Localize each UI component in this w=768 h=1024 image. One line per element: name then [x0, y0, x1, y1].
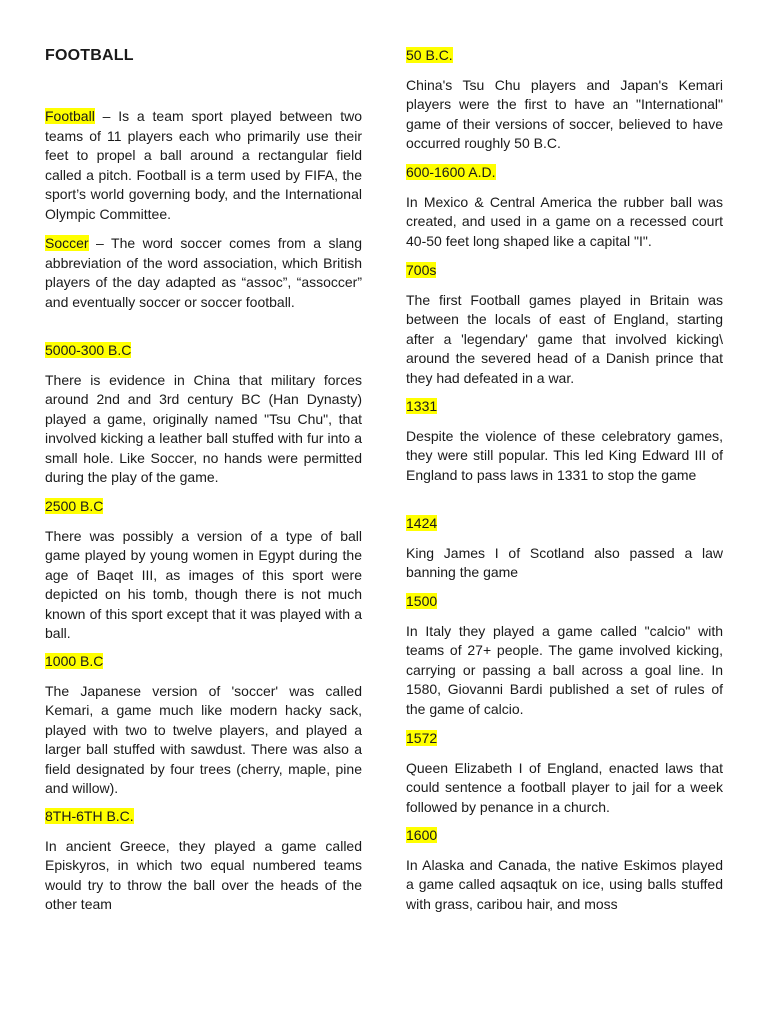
- entry-heading: 700s: [406, 262, 437, 278]
- entry-text: China's Tsu Chu players and Japan's Kemari players were the first to have an "International" game of their versions of soccer, believed to have occurred roughly 50 B.C.: [406, 76, 723, 151]
- definition-soccer: [45, 234, 362, 312]
- entry-heading: 5000-300 B.C: [45, 342, 132, 358]
- entry-text: In ancient Greece, they played a game called Episkyros, in which two equal numbered teams would try to throw the ball over the heads of the other team: [45, 837, 362, 912]
- timeline-entry: [45, 807, 362, 915]
- timeline-entry: [45, 497, 362, 644]
- timeline-entry: [45, 652, 362, 799]
- entry-text: In Mexico & Central America the rubber ball was created, and used in a game on a recessed court 40-50 feet long shaped like a capital "I".: [406, 193, 723, 249]
- term-highlight: Soccer: [45, 235, 89, 251]
- entry-text: The Japanese version of 'soccer' was called Kemari, a game much like modern hacky sack, played with two to twelve players, and played a larger ball stuffed with sawdust. There was also a field designated by four trees (cherry, maple, pine and willow).: [45, 682, 362, 796]
- entry-text: King James I of Scotland also passed a law banning the game: [406, 544, 723, 580]
- entry-text: Queen Elizabeth I of England, enacted laws that could sentence a football player to jail for a week followed by penance in a church.: [406, 759, 723, 815]
- timeline-entry: [406, 397, 723, 485]
- entry-text: The first Football games played in Britain was between the locals of east of England, starting after a 'legendary' game that involved kicking\ around the severed head of a Danish prince that they had defeated in a war.: [406, 291, 723, 386]
- entry-heading: 1424: [406, 515, 438, 531]
- entry-heading: 1572: [406, 730, 438, 746]
- page-title: FOOTBALL: [45, 47, 134, 64]
- definition-text: – Is a team sport played between two teams of 11 players each who primarily use their feet to propel a ball around a rectangular field called a pitch. Football is a term used by FIFA, the sport’s world governing body, and the International Olympic Committee.: [45, 108, 362, 222]
- entry-heading: 1600: [406, 827, 438, 843]
- entry-text: In Italy they played a game called "calcio" with teams of 27+ people. The game involved kicking, carrying or passing a ball across a goal line. In 1580, Giovanni Bardi published a set of rules of the game of calcio.: [406, 622, 723, 717]
- entry-heading: 1000 B.C: [45, 653, 104, 669]
- entry-text: In Alaska and Canada, the native Eskimos played a game called aqsaqtuk on ice, using balls stuffed with grass, caribou hair, and moss: [406, 856, 723, 912]
- entry-heading: 1331: [406, 398, 438, 414]
- entry-heading: 8TH-6TH B.C.: [45, 808, 134, 824]
- entry-heading: 1500: [406, 593, 438, 609]
- timeline-entry: [406, 729, 723, 817]
- entry-text: There is evidence in China that military forces around 2nd and 3rd century BC (Han Dynasty) played a game, originally named "Tsu Chu", that involved kicking a leather ball stuffed with fur into a small hole. Like Soccer, no hands were permitted during the play of the game.: [45, 371, 362, 485]
- entry-heading: 2500 B.C: [45, 498, 104, 514]
- entry-text: There was possibly a version of a type of ball game played by young women in Egypt during the age of Baqet III, as images of this sport were depicted on his tomb, though there is not much known of this sport except that it was played with a ball.: [45, 527, 362, 641]
- timeline-entry: [406, 163, 723, 251]
- timeline-entry: [406, 46, 723, 154]
- term-highlight: Football: [45, 108, 95, 124]
- entry-text: Despite the violence of these celebratory games, they were still popular. This led King Edward III of England to pass laws in 1331 to stop the game: [406, 427, 723, 483]
- timeline-entry: [406, 514, 723, 583]
- definition-football: [45, 107, 362, 224]
- entry-heading: 50 B.C.: [406, 47, 453, 63]
- timeline-entry: [45, 341, 362, 488]
- definition-text: – The word soccer comes from a slang abbreviation of the word association, which British players of the day adapted as “assoc”, “assoccer” and eventually soccer or soccer football.: [45, 235, 362, 310]
- timeline-entry: [406, 261, 723, 388]
- timeline-entry: [406, 826, 723, 914]
- timeline-entry: [406, 592, 723, 719]
- entry-heading: 600-1600 A.D.: [406, 164, 496, 180]
